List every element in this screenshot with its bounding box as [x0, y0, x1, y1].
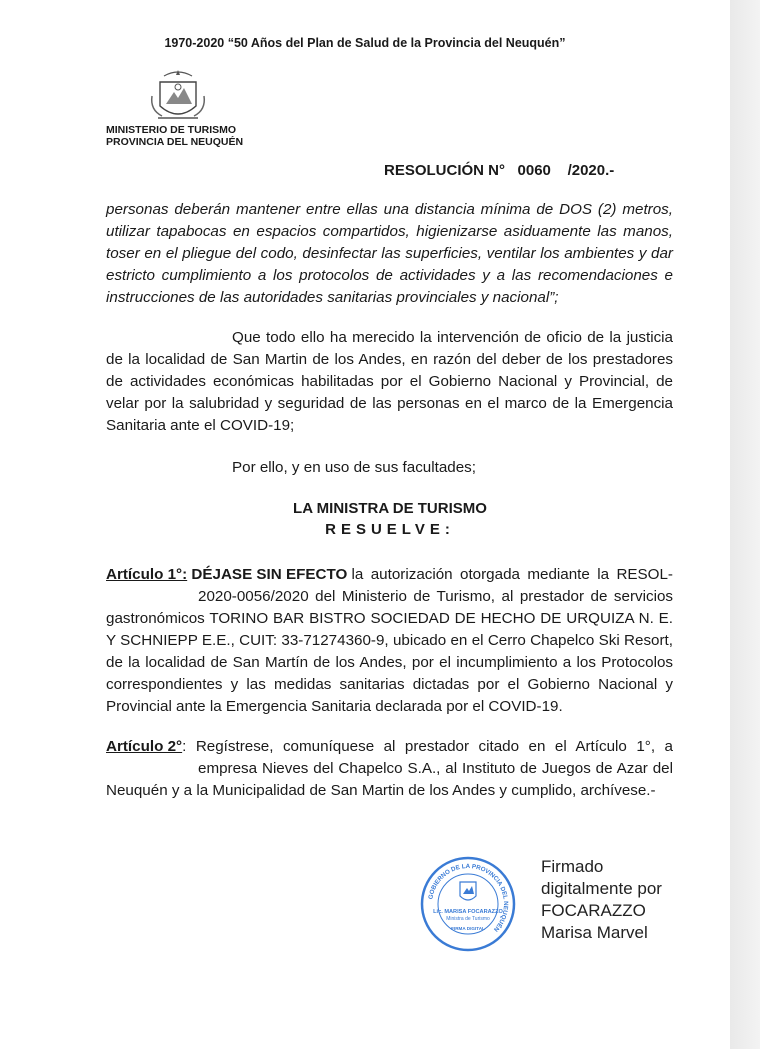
article-1-body: gastronómicos TORINO BAR BISTRO SOCIEDAD DE HECHO DE URQUIZA N. E. Y SCHNIEPP E.E., CUIT: 33-71274360-9, ubicado en el Cerro Chapelco Ski Resort, de la localidad de San Martín de los Andes, por el incumplimiento a los Protocolos correspondientes y las medidas sanitarias dictadas por el Gobierno Nacional y Provincial ante la Emergencia Sanitaria declarada por el COVID-19. [106, 610, 673, 715]
article-1-line1-text: la autorización otorgada mediante la RESOL- [351, 566, 673, 583]
paragraph-faculties [106, 457, 673, 479]
resolution-number-line [384, 162, 614, 179]
article-1 [106, 564, 673, 718]
article-1-keyword: DÉJASE SIN EFECTO [191, 566, 348, 583]
seal-footer: FIRMA DIGITAL [451, 926, 485, 931]
article-1-label: Artículo 1°: [106, 566, 188, 583]
article-2-line1-text: : Regístrese, comuníquese al prestador citado en el Artículo 1°, a [182, 738, 673, 755]
province-name: PROVINCIA DEL NEUQUÉN [106, 136, 244, 148]
digital-signature-seal [420, 856, 516, 952]
article-2-first-line [106, 736, 673, 758]
seal-title: Ministra de Turismo [446, 916, 490, 922]
signature-line-2: digitalmente por [541, 879, 662, 898]
resuelve-heading: RESUELVE: [325, 521, 455, 538]
article-2-second-line: empresa Nieves del Chapelco S.A., al Instituto de Juegos de Azar del [198, 760, 673, 777]
seal-name: Lic. MARISA FOCARAZZO [433, 909, 503, 915]
article-2-label: Artículo 2° [106, 738, 183, 755]
resolution-number: 0060 [517, 162, 551, 179]
article-2 [106, 736, 673, 802]
resolution-label: RESOLUCIÓN N° [384, 162, 506, 179]
ministry-heading [106, 124, 243, 148]
paragraph-protocols [106, 199, 673, 309]
article-1-second-line: 2020-0056/2020 del Ministerio de Turismo, al prestador de servicios [198, 588, 673, 605]
seal-ring-text: GOBIERNO DE LA PROVINCIA DEL NEUQUÉN [427, 862, 510, 933]
article-2-third-line: Neuquén y a la Municipalidad de San Martin de los Andes y cumplido, archívese.- [106, 782, 656, 799]
digital-signature-text [541, 856, 662, 944]
article-1-first-line [106, 564, 673, 586]
paragraph-text: Que todo ello ha merecido la intervención de oficio de la justicia de la localidad de San Martin de los Andes, en razón del deber de los prestadores de actividades económicas habilitadas por el Gobierno Nacional y Provincial, de velar por la salubridad y seguridad de las personas en el marco de la Emergencia Sanitaria ante el COVID-19; [106, 329, 673, 434]
anniversary-banner: 1970-2020 “50 Años del Plan de Salud de la Provincia del Neuquén” [164, 36, 566, 50]
ministra-heading: LA MINISTRA DE TURISMO [293, 500, 487, 517]
paragraph-text: personas deberán mantener entre ellas una distancia mínima de DOS (2) metros, utilizar tapabocas en espacios compartidos, higienizarse asiduamente las manos, toser en el pliegue del codo, desinfectar las superficies, ventilar los ambientes y dar estricto cumplimiento a los protocolos de actividades y a las recomendaciones e instrucciones de las autoridades sanitarias provinciales y nacional”; [106, 201, 673, 306]
signature-line-1: Firmado [541, 857, 604, 876]
paragraph-text: Por ello, y en uso de sus facultades; [232, 459, 476, 476]
resolution-year: /2020.- [567, 162, 615, 179]
signature-line-3: FOCARAZZO [541, 901, 646, 920]
paragraph-justice [106, 327, 673, 437]
signature-line-4: Marisa Marvel [541, 923, 648, 942]
ministry-name: MINISTERIO DE TURISMO [106, 124, 237, 136]
provincial-crest-icon [146, 66, 210, 124]
